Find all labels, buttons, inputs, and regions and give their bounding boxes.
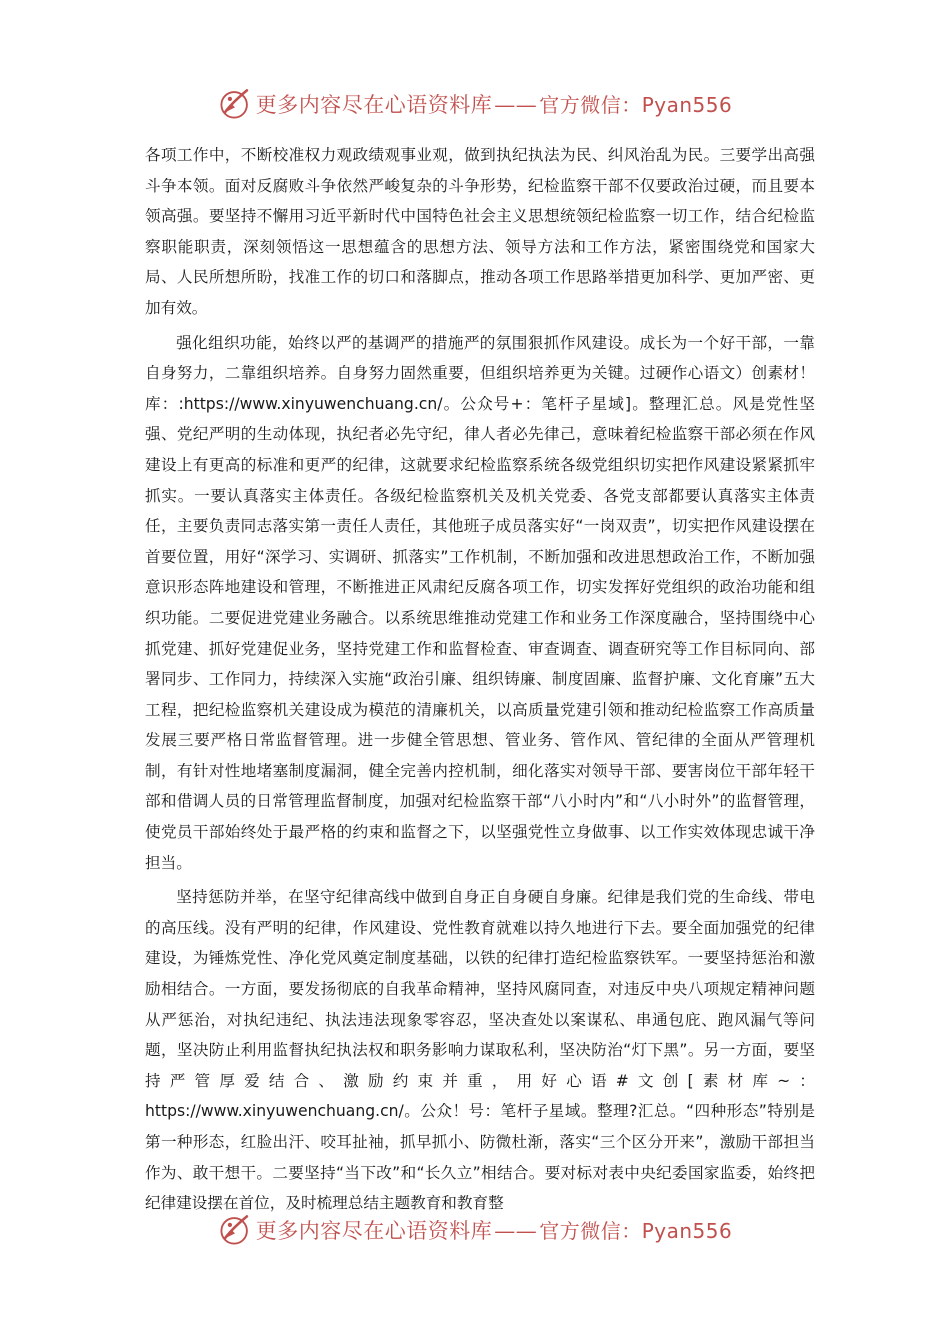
footer-banner [0,1208,950,1252]
header-banner-text: 更多内容尽在心语资料库 [255,93,493,117]
header-banner-separator: —— [494,93,538,117]
pen-logo-icon [218,87,252,121]
document-body [145,140,815,1219]
footer-banner-wechat: 官方微信：Pyan556 [539,1219,733,1243]
footer-banner-text: 更多内容尽在心语资料库 [255,1219,493,1243]
header-banner [0,82,950,126]
paragraph-3: 坚持惩防并举，在坚守纪律高线中做到自身正自身硬自身廉。纪律是我们党的生命线、带电的高压线。没有严明的纪律，作风建设、党性教育就难以持久地进行下去。要全面加强党的纪律建设，为锤炼党性、净化党风奠定制度基础，以铁的纪律打造纪检监察铁军。一要坚持惩治和激励相结合。一方面，要发扬彻底的自我革命精神，坚持风腐同查，对违反中央八项规定精神问题从严惩治，对执纪违纪、执法违法现象零容忍，坚决查处以案谋私、串通包庇、跑风漏气等问题，坚决防止利用监督执纪执法权和职务影响力谋取私利，坚决防治“灯下黑”。另一方面，要坚持严管厚爱结合、激励约束并重，用好心语#文创[素材库~：https://www.xinyuwenchuang.cn/。公众！号：笔杆子星域。整理?汇总。“四种形态”特别是第一种形态，红脸出汗、咬耳扯袖，抓早抓小、防微杜渐，落实“三个区分开来”，激励干部担当作为、敢干想干。二要坚持“当下改”和“长久立”相结合。要对标对表中央纪委国家监委，始终把纪律建设摆在首位，及时梳理总结主题教育和教育整 [145,888,815,1213]
footer-banner-separator: —— [494,1219,538,1243]
paragraph-2: 强化组织功能，始终以严的基调严的措施严的氛围狠抓作风建设。成长为一个好干部，一靠自身努力，二靠组织培养。自身努力固然重要，但组织培养更为关键。过硬作心语文）创素材！库：:https://www.xinyuwenchuang.cn/。公众号+：笔杆子星域]。整理汇总。风是党性坚强、党纪严明的生动体现，执纪者必先守纪，律人者必先律己，意味着纪检监察干部必须在作风建设上有更高的标准和更严的纪律，这就要求纪检监察系统各级党组织切实把作风建设紧紧抓牢抓实。一要认真落实主体责任。各级纪检监察机关及机关党委、各党支部都要认真落实主体责任，主要负责同志落实第一责任人责任，其他班子成员落实好“一岗双责”，切实把作风建设摆在首要位置，用好“深学习、实调研、抓落实”工作机制，不断加强和改进思想政治工作，不断加强意识形态阵地建设和管理，不断推进正风肃纪反腐各项工作，切实发挥好党组织的政治功能和组织功能。二要促进党建业务融合。以系统思维推动党建工作和业务工作深度融合，坚持围绕中心抓党建、抓好党建促业务，坚持党建工作和监督检查、审查调查、调查研究等工作目标同向、部署同步、工作同力，持续深入实施“政治引廉、组织铸廉、制度固廉、监督护廉、文化育廉”五大工程，把纪检监察机关建设成为模范的清廉机关，以高质量党建引领和推动纪检监察工作高质量发展三要严格日常监督管理。进一步健全管思想、管业务、管作风、管纪律的全面从严管理机制，有针对性地堵塞制度漏洞，健全完善内控机制，细化落实对领导干部、要害岗位干部年轻干部和借调人员的日常管理监督制度，加强对纪检监察干部“八小时内”和“八小时外”的监督管理，使党员干部始终处于最严格的约束和监督之下，以坚强党性立身做事、以工作实效体现忠诚干净担当。 [145,333,815,872]
header-banner-wechat: 官方微信：Pyan556 [539,93,733,117]
paragraph-1: 各项工作中，不断校准权力观政绩观事业观，做到执纪执法为民、纠风治乱为民。三要学出高强斗争本领。面对反腐败斗争依然严峻复杂的斗争形势，纪检监察干部不仅要政治过硬，而且要本领高强。要坚持不懈用习近平新时代中国特色社会主义思想统领纪检监察一切工作，结合纪检监察职能职责，深刻领悟这一思想蕴含的思想方法、领导方法和工作方法，紧密围绕党和国家大局、人民所想所盼，找准工作的切口和落脚点，推动各项工作思路举措更加科学、更加严密、更加有效。 [145,146,815,317]
pen-logo-icon [218,1213,252,1247]
